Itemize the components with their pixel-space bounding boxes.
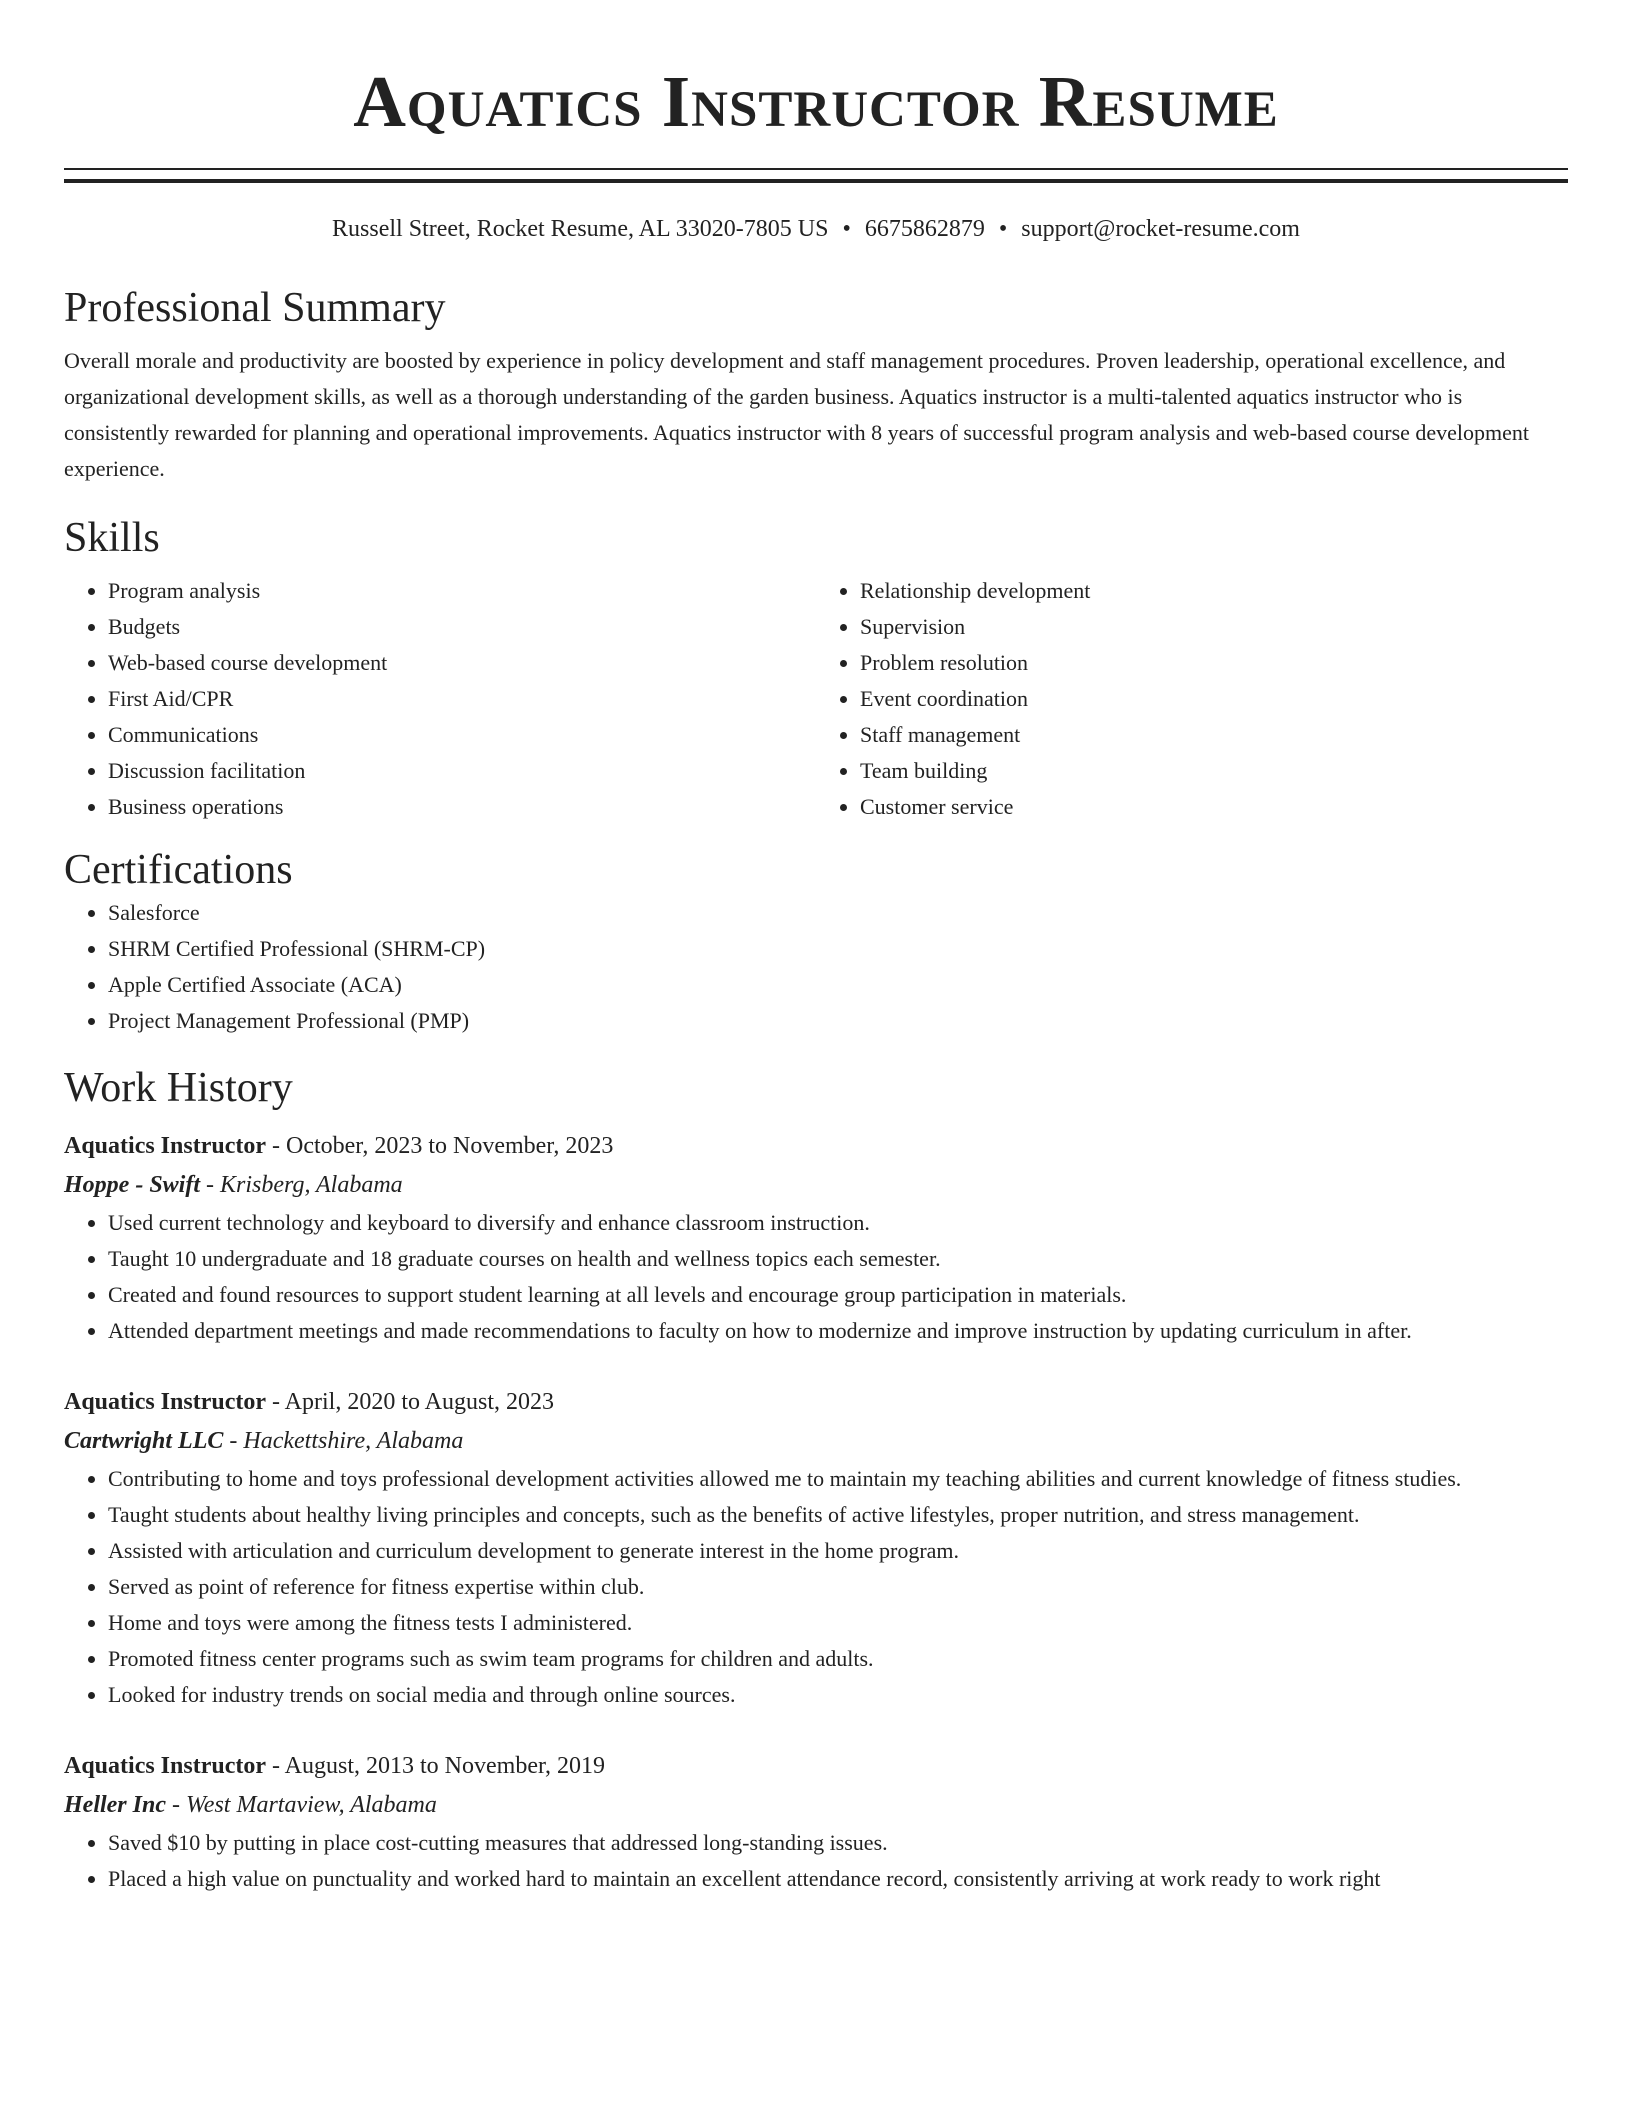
job-bullet: • Saved $10 by putting in place cost-cutting measures that addressed long-standing issues. (108, 1825, 1568, 1861)
job-role: Aquatics Instructor (64, 1753, 266, 1779)
skills-list-right (816, 573, 1568, 825)
certification-item: • Apple Certified Associate (ACA) (108, 967, 1568, 1003)
job-location: Hackettshire, Alabama (243, 1428, 464, 1454)
certifications-heading: Certifications (64, 847, 293, 893)
job-bullet: • Placed a high value on punctuality and worked hard to maintain an excellent attendance record, consistently arriving at work ready to work right (108, 1861, 1568, 1897)
certifications-list (64, 895, 1568, 1039)
summary-text: Overall morale and productivity are boosted by experience in policy development and staff management procedures. Proven leadership, operational excellence, and organizational development skills, as well as a thorough understanding of the garden business. Aquatics instructor is a multi-talented aquatics instructor who is consistently rewarded for planning and operational improvements. Aquatics instructor with 8 years of successful program analysis and web-based course development experience. (64, 348, 1530, 481)
job-entry (64, 1747, 1568, 1897)
skill-item: • Communications (108, 717, 816, 753)
job-title-line: Aquatics Instructor - October, 2023 to November, 2023 (64, 1133, 614, 1159)
skills-heading: Skills (64, 515, 160, 561)
job-bullet: • Assisted with articulation and curriculum development to generate interest in the home program. (108, 1533, 1568, 1569)
summary-heading: Professional Summary (64, 285, 446, 331)
contact-email: support@rocket-resume.com (1021, 216, 1300, 242)
job-bullet: • Served as point of reference for fitness expertise within club. (108, 1569, 1568, 1605)
job-bullet: • Taught 10 undergraduate and 18 graduate courses on health and wellness topics each semester. (108, 1241, 1568, 1277)
job-dates: October, 2023 to November, 2023 (286, 1133, 614, 1159)
certification-item: • SHRM Certified Professional (SHRM-CP) (108, 931, 1568, 967)
skill-item: • Business operations (108, 789, 816, 825)
certification-item: • Project Management Professional (PMP) (108, 1003, 1568, 1039)
skill-item: • Program analysis (108, 573, 816, 609)
skill-item: • Budgets (108, 609, 816, 645)
contact-address: Russell Street, Rocket Resume, AL 33020-7805 US (332, 216, 829, 242)
skill-item: • Staff management (860, 717, 1568, 753)
job-company: Hoppe - Swift (64, 1172, 200, 1198)
job-bullet: • Promoted fitness center programs such as swim team programs for children and adults. (108, 1641, 1568, 1677)
job-title-line: Aquatics Instructor - April, 2020 to August, 2023 (64, 1389, 555, 1415)
skill-item: • Discussion facilitation (108, 753, 816, 789)
job-bullet: • Looked for industry trends on social media and through online sources. (108, 1677, 1568, 1713)
contact-line (64, 213, 1568, 245)
job-entry (64, 1383, 1568, 1713)
job-bullet-list (64, 1461, 1568, 1713)
job-company: Heller Inc (64, 1792, 166, 1818)
job-role: Aquatics Instructor (64, 1389, 266, 1415)
skill-item: • Event coordination (860, 681, 1568, 717)
job-bullet: • Attended department meetings and made recommendations to faculty on how to modernize and improve instruction by updating curriculum in after. (108, 1313, 1568, 1349)
job-dates: April, 2020 to August, 2023 (284, 1389, 555, 1415)
skill-item: • Problem resolution (860, 645, 1568, 681)
contact-separator: • (998, 216, 1008, 242)
contact-phone: 6675862879 (864, 216, 985, 242)
title-divider (64, 168, 1568, 183)
skill-item: • Relationship development (860, 573, 1568, 609)
job-bullet-list (64, 1205, 1568, 1349)
resume-title: Aquatics Instructor Resume (353, 61, 1279, 142)
job-bullet: • Created and found resources to support student learning at all levels and encourage group participation in materials. (108, 1277, 1568, 1313)
skill-item: • Customer service (860, 789, 1568, 825)
job-company-line: Hoppe - Swift - Krisberg, Alabama (64, 1172, 403, 1198)
job-location: West Martaview, Alabama (186, 1792, 437, 1818)
job-dates: August, 2013 to November, 2019 (284, 1753, 606, 1779)
skill-item: • First Aid/CPR (108, 681, 816, 717)
job-bullet: • Home and toys were among the fitness tests I administered. (108, 1605, 1568, 1641)
job-company: Cartwright LLC (64, 1428, 224, 1454)
work-history-heading: Work History (64, 1065, 293, 1111)
job-bullet: • Taught students about healthy living principles and concepts, such as the benefits of active lifestyles, proper nutrition, and stress management. (108, 1497, 1568, 1533)
job-title-line: Aquatics Instructor - August, 2013 to November, 2019 (64, 1753, 606, 1779)
skill-item: • Web-based course development (108, 645, 816, 681)
contact-separator: • (842, 216, 851, 242)
skill-item: • Supervision (860, 609, 1568, 645)
job-entry (64, 1127, 1568, 1349)
job-role: Aquatics Instructor (64, 1133, 266, 1159)
job-company-line: Heller Inc - West Martaview, Alabama (64, 1792, 437, 1818)
job-location: Krisberg, Alabama (220, 1172, 403, 1198)
skills-list-left (64, 573, 816, 825)
job-bullet: • Contributing to home and toys professional development activities allowed me to maintain my teaching abilities and current knowledge of fitness studies. (108, 1461, 1568, 1497)
job-bullet-list (64, 1825, 1568, 1897)
job-company-line: Cartwright LLC - Hackettshire, Alabama (64, 1428, 464, 1454)
skill-item: • Team building (860, 753, 1568, 789)
certification-item: • Salesforce (108, 895, 1568, 931)
job-bullet: • Used current technology and keyboard to diversify and enhance classroom instruction. (108, 1205, 1568, 1241)
skills-columns (64, 573, 1568, 825)
